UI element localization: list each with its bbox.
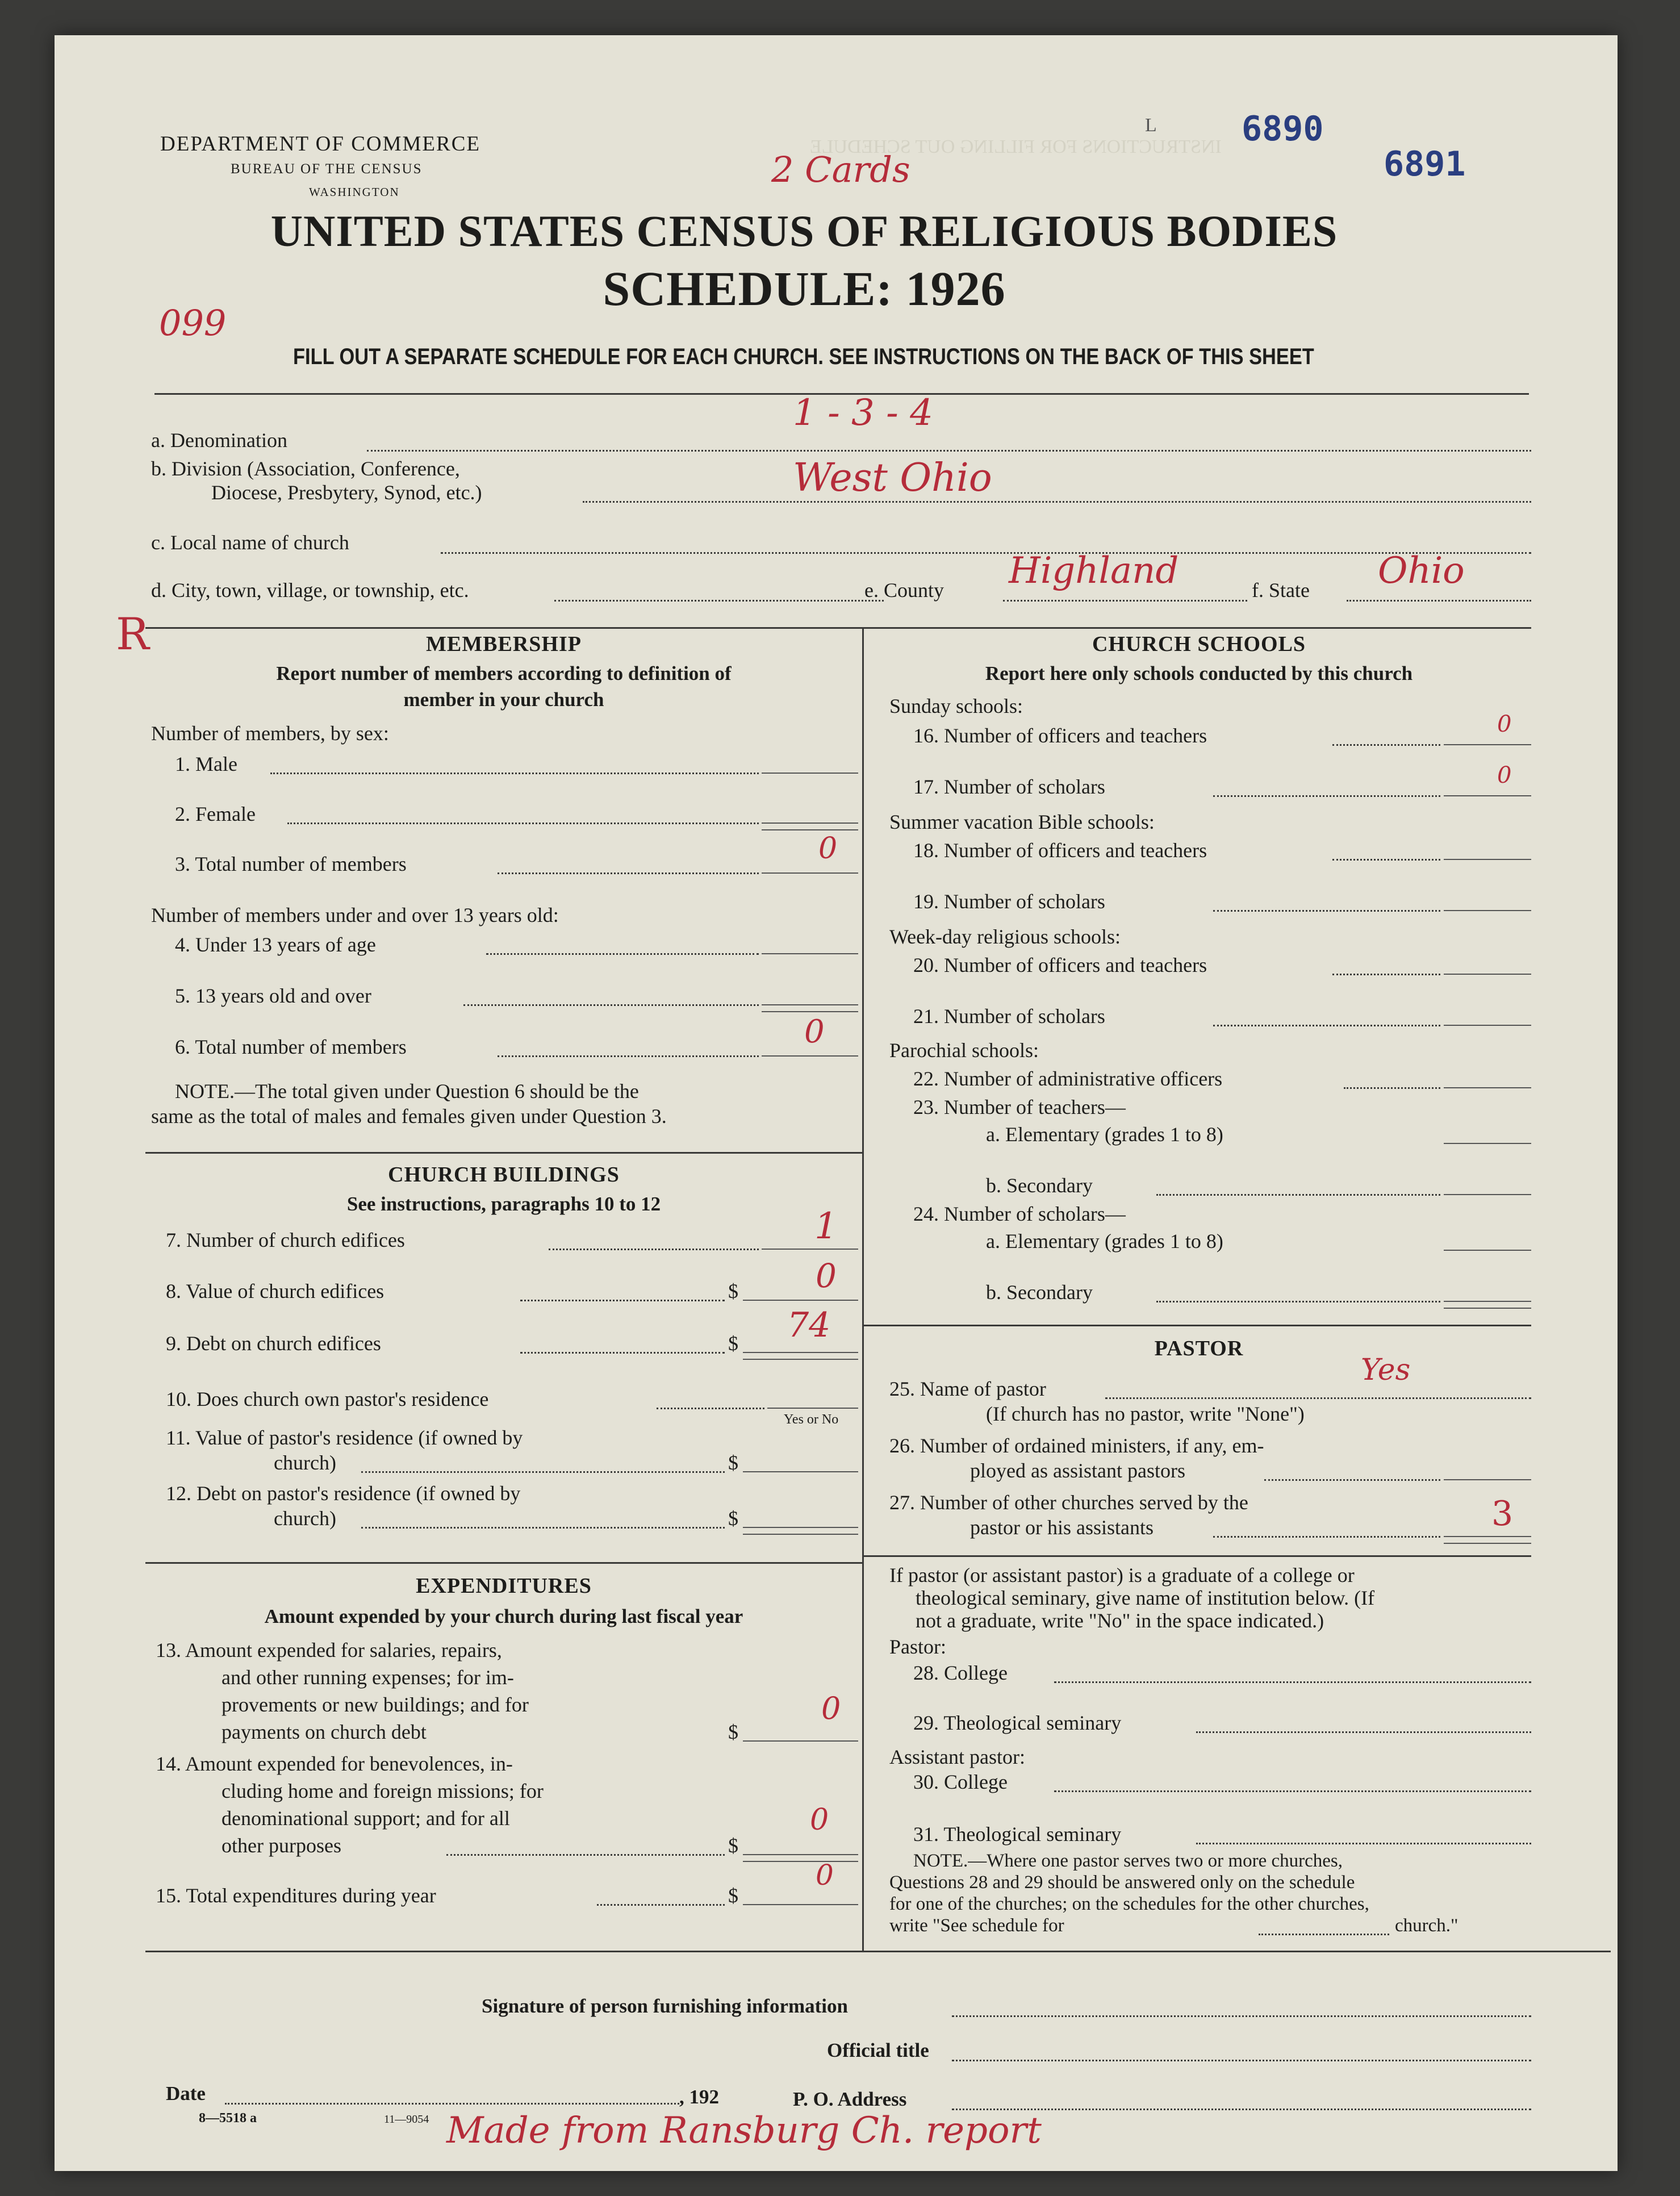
pastor-note-1: NOTE.—Where one pastor serves two or more churches,: [913, 1851, 1343, 1871]
label-q22: 22. Number of administrative officers: [913, 1067, 1223, 1090]
label-q11-dollar: $: [728, 1451, 738, 1474]
membership-instruction-1: Report number of members according to definition of: [276, 662, 732, 684]
membership-heading: MEMBERSHIP: [426, 632, 582, 656]
answer-denomination: 1 - 3 - 4: [793, 392, 933, 434]
handwritten-r-mark: R: [116, 609, 149, 660]
label-q18: 18. Number of officers and teachers: [913, 839, 1207, 862]
label-q24a: a. Elementary (grades 1 to 8): [986, 1230, 1223, 1253]
form-number: 8—5518 a: [199, 2111, 257, 2126]
label-year-192: , 192: [679, 2086, 719, 2108]
label-q9: 9. Debt on church edifices: [166, 1332, 381, 1355]
print-number: 11—9054: [384, 2113, 429, 2126]
label-q4: 4. Under 13 years of age: [175, 933, 376, 956]
label-q13-line1: 13. Amount expended for salaries, repairs,: [156, 1639, 502, 1661]
stamp-mark-l: L: [1145, 115, 1157, 136]
label-q27-line1: 27. Number of other churches served by the: [889, 1491, 1248, 1514]
label-po-address: P. O. Address: [793, 2088, 907, 2110]
pastor-instruction-1: If pastor (or assistant pastor) is a graduate of a college or: [889, 1564, 1355, 1587]
label-q25-note: (If church has no pastor, write "None"): [986, 1402, 1305, 1425]
label-parochial-schools: Parochial schools:: [889, 1039, 1039, 1062]
label-members-by-age: Number of members under and over 13 years old:: [151, 904, 559, 926]
label-q20: 20. Number of officers and teachers: [913, 954, 1207, 976]
label-yes-or-no: Yes or No: [784, 1412, 839, 1427]
label-q24b: b. Secondary: [986, 1281, 1093, 1304]
label-q16: 16. Number of officers and teachers: [913, 724, 1207, 747]
label-q11-church: church): [274, 1451, 336, 1474]
answer-q9: 74: [787, 1305, 831, 1345]
label-q6: 6. Total number of members: [175, 1036, 407, 1058]
label-q21: 21. Number of scholars: [913, 1005, 1105, 1028]
label-state: f. State: [1252, 579, 1310, 602]
handwritten-footer-note: Made from Ransburg Ch. report: [446, 2110, 1042, 2152]
label-q15-dollar: $: [728, 1884, 738, 1907]
label-q8-dollar: $: [728, 1280, 738, 1302]
schools-instruction: Report here only schools conducted by this church: [985, 662, 1413, 684]
pastor-instruction-3: not a graduate, write "No" in the space indicated.): [916, 1609, 1324, 1632]
show-through-heading: INSTRUCTIONS FOR FILLING OUT SCHEDULE: [810, 136, 1222, 157]
handwritten-cards-note: 2 Cards: [771, 149, 910, 190]
label-q13-line3: provements or new buildings; and for: [222, 1693, 529, 1716]
label-q7: 7. Number of church edifices: [166, 1229, 405, 1251]
label-date: Date: [166, 2082, 206, 2105]
label-q29: 29. Theological seminary: [913, 1711, 1122, 1734]
label-q24: 24. Number of scholars—: [913, 1203, 1126, 1225]
label-sunday-schools: Sunday schools:: [889, 695, 1023, 717]
pastor-heading: PASTOR: [1154, 1337, 1244, 1360]
label-local-name: c. Local name of church: [151, 531, 349, 554]
label-q13-line2: and other running expenses; for im-: [222, 1666, 514, 1689]
answer-q25: Yes: [1361, 1353, 1411, 1387]
label-q11: 11. Value of pastor's residence (if owned by: [166, 1426, 523, 1449]
answer-division: West Ohio: [793, 456, 992, 500]
answer-q14: 0: [810, 1803, 829, 1837]
label-q2: 2. Female: [175, 803, 256, 825]
buildings-heading: CHURCH BUILDINGS: [388, 1163, 620, 1187]
pastor-instruction-2: theological seminary, give name of institution below. (If: [916, 1587, 1375, 1609]
bureau-location: WASHINGTON: [309, 185, 400, 199]
handwritten-code-099: 099: [159, 302, 227, 344]
label-q25: 25. Name of pastor: [889, 1377, 1046, 1400]
pastor-note-2: Questions 28 and 29 should be answered only on the schedule: [889, 1872, 1355, 1893]
pastor-note-3: for one of the churches; on the schedules for the other churches,: [889, 1894, 1369, 1914]
membership-note-1: NOTE.—The total given under Question 6 should be the: [175, 1080, 639, 1103]
label-q10: 10. Does church own pastor's residence: [166, 1388, 489, 1410]
label-q30: 30. College: [913, 1771, 1008, 1793]
label-q5: 5. 13 years old and over: [175, 984, 371, 1007]
label-q14-line3: denominational support; and for all: [222, 1807, 510, 1830]
stamp-number-primary: 6890: [1242, 109, 1324, 149]
answer-state: Ohio: [1378, 550, 1465, 592]
answer-q13: 0: [821, 1690, 841, 1726]
label-q12-dollar: $: [728, 1507, 738, 1530]
label-denomination: a. Denomination: [151, 429, 287, 452]
label-q14-dollar: $: [728, 1834, 738, 1857]
label-county: e. County: [864, 579, 944, 602]
label-q13-dollar: $: [728, 1721, 738, 1743]
label-q1: 1. Male: [175, 753, 237, 775]
label-q23: 23. Number of teachers—: [913, 1096, 1126, 1118]
label-members-by-sex: Number of members, by sex:: [151, 722, 389, 745]
label-q28: 28. College: [913, 1661, 1008, 1684]
schools-heading: CHURCH SCHOOLS: [1092, 632, 1306, 656]
answer-q6: 0: [804, 1013, 825, 1050]
label-q26-line2: ployed as assistant pastors: [970, 1459, 1185, 1482]
label-q27-line2: pastor or his assistants: [970, 1516, 1154, 1539]
expenditures-heading: EXPENDITURES: [416, 1574, 592, 1598]
label-q8: 8. Value of church edifices: [166, 1280, 385, 1302]
label-q23a: a. Elementary (grades 1 to 8): [986, 1123, 1223, 1146]
answer-county: Highland: [1009, 550, 1179, 592]
label-division-detail: Diocese, Presbytery, Synod, etc.): [211, 481, 482, 504]
answer-q16: 0: [1497, 711, 1512, 737]
answer-q3: 0: [818, 832, 838, 866]
pastor-note-4: write "See schedule for: [889, 1915, 1064, 1936]
label-q17: 17. Number of scholars: [913, 775, 1105, 798]
label-q31: 31. Theological seminary: [913, 1823, 1122, 1846]
stamp-number-secondary: 6891: [1384, 144, 1466, 184]
label-city: d. City, town, village, or township, etc.: [151, 579, 469, 602]
label-q9-dollar: $: [728, 1332, 738, 1355]
label-q19: 19. Number of scholars: [913, 890, 1105, 913]
census-schedule-sheet: [55, 35, 1618, 2171]
label-q14-line4: other purposes: [222, 1834, 341, 1857]
expenditures-instruction: Amount expended by your church during last fiscal year: [264, 1605, 743, 1627]
label-weekday-schools: Week-day religious schools:: [889, 925, 1121, 948]
label-division: b. Division (Association, Conference,: [151, 457, 460, 480]
answer-q17: 0: [1497, 762, 1512, 788]
bureau-name: BUREAU OF THE CENSUS: [231, 161, 423, 177]
membership-instruction-2: member in your church: [403, 688, 604, 711]
label-q14-line2: cluding home and foreign missions; for: [222, 1780, 544, 1802]
fill-out-instructions: FILL OUT A SEPARATE SCHEDULE FOR EACH CHURCH. SEE INSTRUCTIONS ON THE BACK OF THIS SHEET: [293, 344, 1314, 369]
form-title: UNITED STATES CENSUS OF RELIGIOUS BODIES: [270, 206, 1338, 256]
label-q13-line4: payments on church debt: [222, 1721, 427, 1743]
label-assistant-pastor: Assistant pastor:: [889, 1746, 1025, 1768]
label-summer-schools: Summer vacation Bible schools:: [889, 811, 1155, 833]
label-q3: 3. Total number of members: [175, 853, 407, 875]
membership-note-2: same as the total of males and females given under Question 3.: [151, 1105, 667, 1128]
label-q12: 12. Debt on pastor's residence (if owned by: [166, 1482, 521, 1505]
answer-q7: 1: [814, 1205, 838, 1247]
label-signature: Signature of person furnishing information: [482, 1995, 848, 2017]
answer-q27: 3: [1491, 1494, 1514, 1534]
pastor-note-4-end: church.": [1395, 1915, 1458, 1936]
form-schedule-year: SCHEDULE: 1926: [603, 261, 1006, 316]
label-q26-line1: 26. Number of ordained ministers, if any, em-: [889, 1434, 1264, 1457]
answer-q8: 0: [816, 1256, 837, 1295]
department-name: DEPARTMENT OF COMMERCE: [160, 132, 480, 156]
label-official-title: Official title: [827, 2039, 929, 2061]
label-q15: 15. Total expenditures during year: [156, 1884, 436, 1907]
label-q14-line1: 14. Amount expended for benevolences, in-: [156, 1752, 513, 1775]
label-q23b: b. Secondary: [986, 1174, 1093, 1197]
label-q12-church: church): [274, 1507, 336, 1530]
answer-q15: 0: [816, 1859, 834, 1892]
label-pastor-sub: Pastor:: [889, 1635, 947, 1658]
buildings-instruction: See instructions, paragraphs 10 to 12: [346, 1193, 661, 1215]
